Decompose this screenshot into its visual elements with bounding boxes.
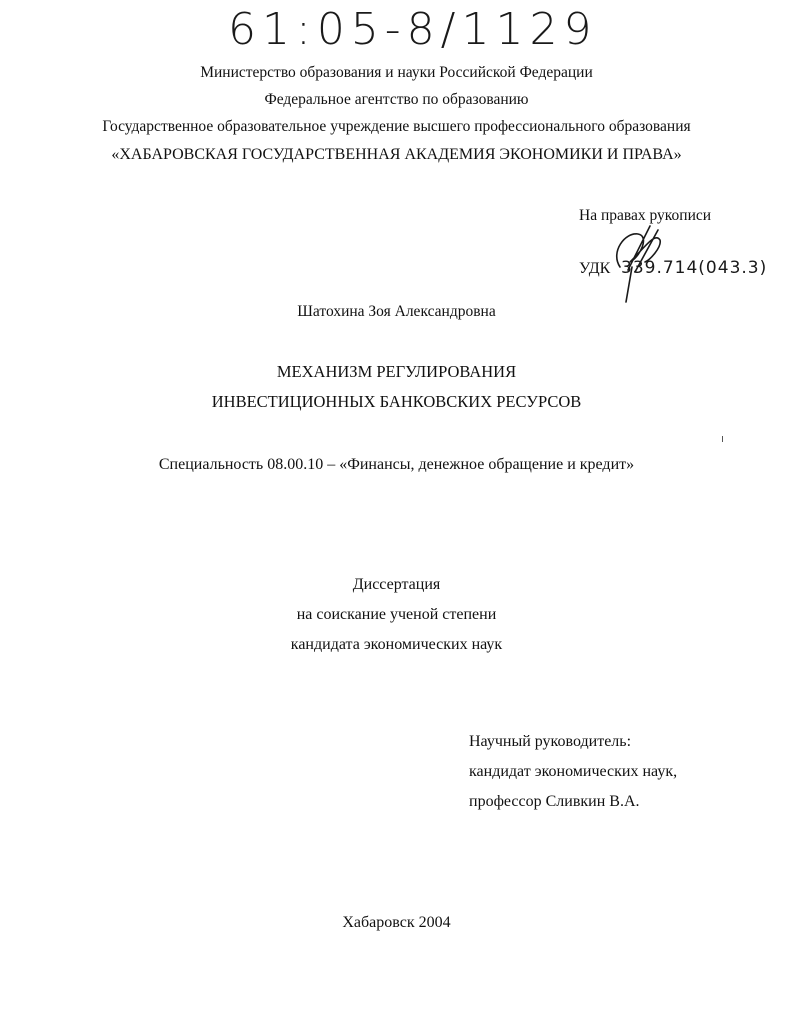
dissertation-type: Диссертация	[352, 576, 441, 593]
manuscript-rights-note: На правах рукописи	[579, 207, 712, 224]
dissertation-purpose: на соискание ученой степени	[296, 606, 497, 623]
supervisor-label: Научный руководитель:	[469, 733, 632, 750]
stray-mark	[722, 436, 723, 442]
dissertation-degree: кандидата экономических наук	[290, 636, 503, 653]
dissertation-title-line-2: ИНВЕСТИЦИОННЫХ БАНКОВСКИХ РЕСУРСОВ	[211, 392, 582, 411]
specialty-line: Специальность 08.00.10 – «Финансы, денежное обращение и кредит»	[158, 456, 635, 473]
city-year: Хабаровск 2004	[342, 914, 451, 931]
handwritten-udk-code: 339.714(043.3)	[621, 258, 768, 278]
academy-name: «ХАБАРОВСКАЯ ГОСУДАРСТВЕННАЯ АКАДЕМИЯ ЭКОНОМИКИ И ПРАВА»	[111, 146, 682, 163]
dissertation-title-line-1: МЕХАНИЗМ РЕГУЛИРОВАНИЯ	[276, 362, 517, 381]
institution-type-line: Государственное образовательное учреждение высшего профессионального образования	[102, 118, 691, 135]
author-name: Шатохина Зоя Александровна	[297, 303, 496, 320]
supervisor-degree: кандидат экономических наук,	[469, 763, 678, 780]
handwritten-catalog-number: 61:05-8/1129	[228, 4, 598, 55]
ministry-line: Министерство образования и науки Российской Федерации	[200, 64, 593, 81]
udk-label: УДК	[579, 260, 611, 277]
supervisor-name: профессор Сливкин В.А.	[469, 793, 640, 810]
agency-line: Федеральное агентство по образованию	[264, 91, 529, 108]
